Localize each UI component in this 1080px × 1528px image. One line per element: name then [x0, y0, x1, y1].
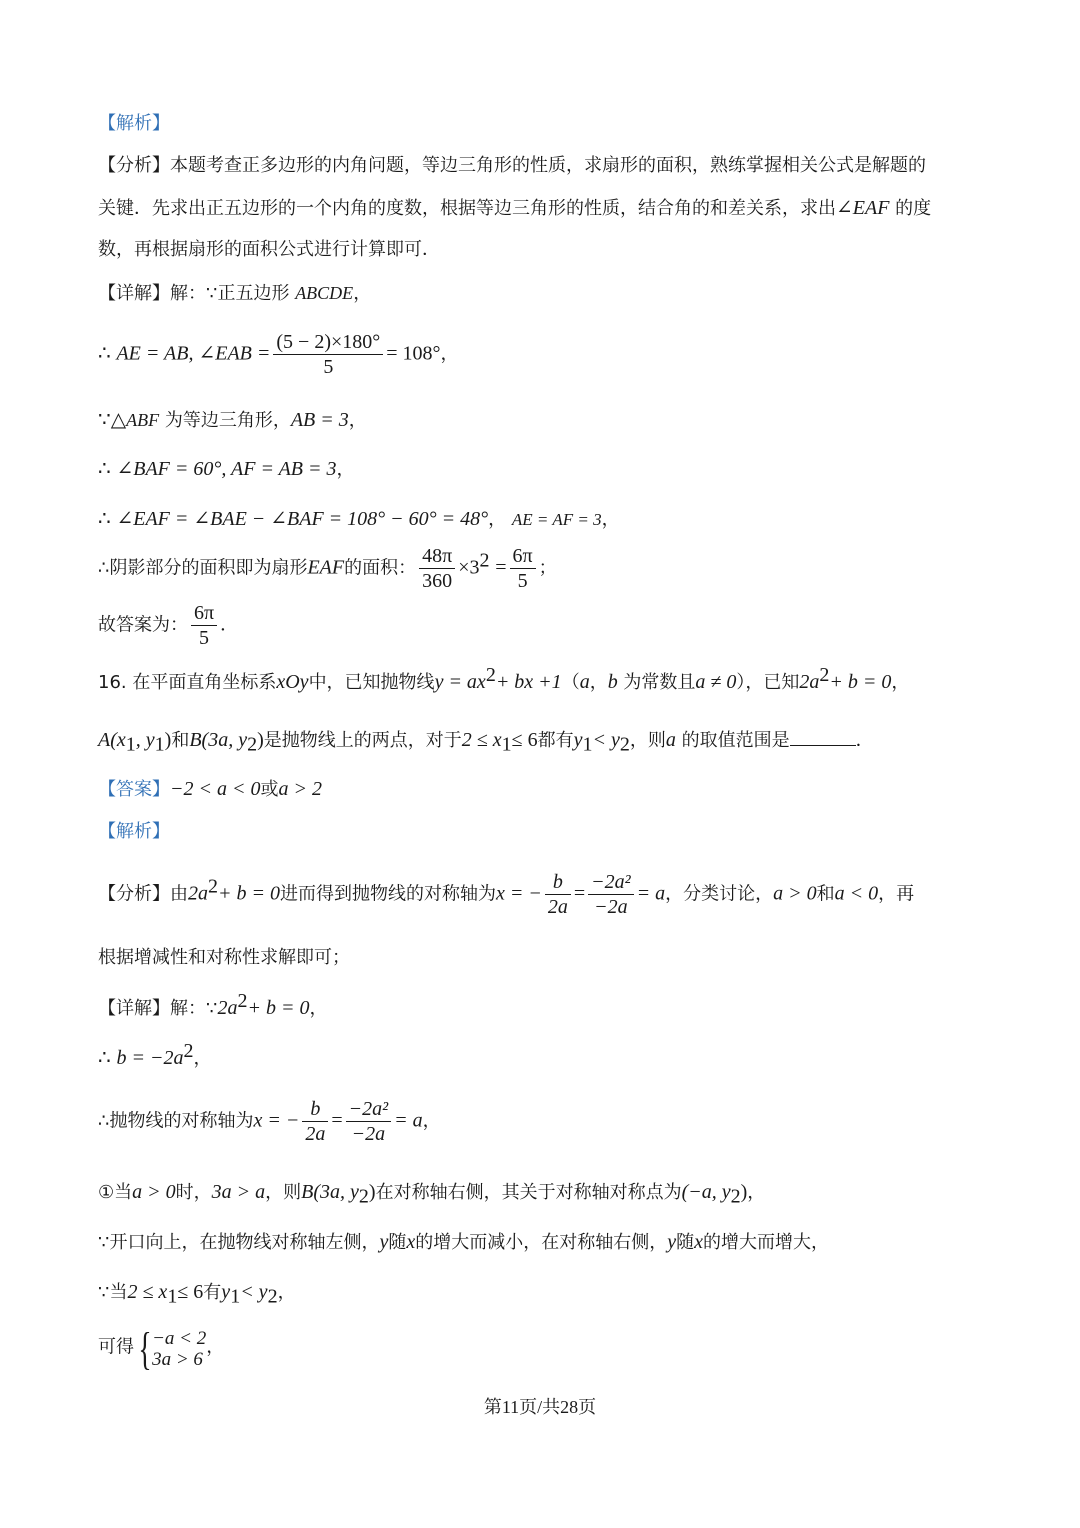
- detail-16-line-1: [98, 990, 328, 1021]
- math: 3a > a: [211, 1181, 266, 1203]
- math: B(3a, y: [301, 1181, 359, 1203]
- math: =: [573, 882, 586, 905]
- analysis-text: 本题考查正多边形的内角问题，等边三角形的性质，求扇形的面积，熟练掌握相关公式是解题的: [170, 155, 926, 176]
- text: 16. 在平面直角坐标系: [98, 672, 277, 693]
- numerator: 48π: [419, 544, 455, 569]
- subscript: 1: [154, 733, 165, 756]
- therefore: ∴: [98, 1047, 111, 1069]
- subscript: 1: [501, 733, 512, 756]
- system-row-1: −a < 2: [152, 1327, 207, 1349]
- subscript: 2: [730, 1185, 741, 1208]
- subscript: 1: [167, 1285, 178, 1308]
- math: x = −: [253, 1109, 300, 1132]
- analysis-tag: 【分析】: [98, 155, 170, 176]
- math: AE = AF = 3: [511, 510, 602, 529]
- numerator: b: [302, 1097, 328, 1122]
- text: 的增大而减小，在对称轴右侧，: [415, 1232, 668, 1253]
- denominator: 5: [323, 356, 334, 378]
- text: ），已知: [736, 672, 800, 693]
- answer-line-16: [98, 777, 322, 802]
- therefore: ∴: [98, 458, 111, 480]
- math: x = −: [496, 882, 542, 905]
- math: ≤ 6: [511, 729, 538, 751]
- denominator: 2a: [305, 1123, 326, 1145]
- text: ，: [589, 672, 608, 693]
- numerator: 6π: [191, 601, 217, 626]
- subscript: 1: [230, 1285, 241, 1308]
- question-16-line-2: [98, 727, 874, 756]
- fraction: [545, 870, 571, 919]
- math: = a: [394, 1109, 423, 1132]
- text: 中，已知抛物线: [308, 672, 435, 693]
- fraction: [273, 330, 383, 379]
- text: 时，: [175, 1182, 212, 1203]
- math: ): [257, 729, 264, 751]
- text: ，: [336, 459, 355, 480]
- equation-system: [134, 1322, 207, 1374]
- text: 是抛物线上的两点，对于: [263, 730, 462, 751]
- detail-16-line-5: [98, 1230, 829, 1255]
- text: ，: [891, 672, 910, 693]
- math: A(x: [98, 729, 126, 751]
- math: 2a: [188, 882, 208, 905]
- math: AB = 3: [290, 409, 349, 431]
- math: B(3a, y: [189, 729, 248, 751]
- text: 为等边三角形，: [164, 410, 291, 431]
- text: ，: [353, 283, 372, 304]
- math: + b = 0: [218, 882, 280, 905]
- text: 解：∵正五边形: [170, 283, 290, 304]
- math: x: [406, 1231, 416, 1253]
- text: ，: [277, 1282, 296, 1303]
- text: ，则: [629, 730, 666, 751]
- text: （: [561, 672, 580, 693]
- math: (−a, y: [681, 1181, 731, 1203]
- math: < y: [592, 729, 620, 751]
- math: a: [665, 729, 676, 751]
- math: a < 0: [834, 882, 879, 905]
- text: ∵当: [98, 1282, 128, 1303]
- analysis-16-line-1: [98, 870, 914, 919]
- denominator: 5: [199, 627, 210, 649]
- math: ): [740, 1181, 748, 1203]
- page-footer: 第11页/共28页: [483, 1397, 597, 1417]
- detail-16-line-2: [98, 1040, 212, 1071]
- system-rows: [152, 1328, 206, 1370]
- exponent: 2: [485, 664, 496, 686]
- math: x: [694, 1231, 704, 1253]
- text: 和: [816, 883, 835, 905]
- text: ，: [440, 343, 459, 365]
- text: ，则: [265, 1182, 302, 1203]
- analysis-line-1: [98, 154, 926, 178]
- math: a ≠ 0: [695, 671, 737, 693]
- math: a > 0: [773, 882, 817, 905]
- text: ∵开口向上，在抛物线对称轴左侧，: [98, 1232, 380, 1253]
- denominator: 5: [517, 570, 528, 592]
- subscript: 1: [582, 733, 593, 756]
- math: a > 0: [132, 1181, 176, 1203]
- fraction: [419, 544, 455, 593]
- detail-16-line-4: [98, 1180, 766, 1208]
- denominator: 2a: [547, 896, 568, 918]
- therefore: ∴: [98, 342, 111, 365]
- math: , y: [135, 729, 155, 751]
- numerator: −2a²: [588, 870, 634, 895]
- math: xOy: [276, 671, 309, 693]
- detail-tag: 【详解】: [98, 283, 170, 304]
- fraction: [191, 601, 217, 650]
- math: ×3: [458, 556, 480, 579]
- math: a: [579, 671, 590, 693]
- subscript: 2: [619, 733, 630, 756]
- fraction: [346, 1097, 392, 1146]
- analysis-line-2: [98, 196, 931, 221]
- text: 可得: [98, 1336, 134, 1358]
- text: 的取值范围是: [681, 730, 790, 751]
- math: = 108°: [386, 342, 441, 365]
- text: 随: [676, 1232, 695, 1253]
- denominator: 360: [422, 570, 453, 592]
- text: 由: [170, 883, 188, 905]
- text: ，再: [878, 883, 915, 905]
- math: + b = 0: [247, 997, 310, 1019]
- text: 或: [260, 779, 279, 800]
- math: ∠BAF = 60°, AF = AB = 3: [116, 458, 337, 480]
- math: ): [368, 1181, 376, 1203]
- math: + bx +1: [495, 671, 562, 693]
- answer-blank: [790, 727, 856, 746]
- detail-line-6: [98, 544, 557, 593]
- fraction: [588, 870, 634, 919]
- subscript: 1: [125, 733, 136, 756]
- text: 都有: [537, 730, 574, 751]
- text: 的增大而增大，: [703, 1232, 830, 1253]
- text: 的面积：: [344, 557, 417, 579]
- math: ): [164, 729, 172, 751]
- math: 2 ≤ x: [127, 1281, 168, 1303]
- fraction: [510, 544, 536, 593]
- detail-line-5: [98, 507, 620, 532]
- answer-line-15: [98, 601, 238, 650]
- math: =: [495, 556, 507, 579]
- analysis-text: 的度: [895, 198, 932, 219]
- exponent: 2: [183, 1040, 194, 1062]
- jiexi-heading-16: 【解析】: [98, 821, 170, 842]
- math: ABCDE: [295, 283, 354, 303]
- exponent: 2: [208, 875, 218, 898]
- question-16-line-1: [98, 664, 910, 695]
- answer-tag: 【答案】: [98, 779, 170, 800]
- math: ∠EAF = ∠BAE − ∠BAF = 108° − 60° = 48°: [116, 508, 489, 530]
- text: ∴阴影部分的面积即为扇形: [98, 557, 308, 579]
- text: 故答案为：: [98, 614, 188, 636]
- math: b = −2a: [116, 1047, 184, 1069]
- therefore: ∴: [98, 508, 111, 530]
- math: AE = AB, ∠EAB =: [116, 342, 271, 365]
- numerator: −2a²: [346, 1097, 392, 1122]
- denominator: −2a: [351, 1123, 386, 1145]
- text: 和: [171, 730, 190, 751]
- text: ；: [538, 557, 557, 579]
- analysis-16-line-2: 根据增减性和对称性求解即可；: [98, 947, 350, 968]
- math: 2a: [799, 671, 820, 693]
- left-brace: {: [138, 1322, 152, 1374]
- math: < y: [240, 1281, 268, 1303]
- denominator: −2a: [594, 896, 628, 918]
- exponent: 2: [819, 664, 830, 686]
- analysis-line-3: 数，再根据扇形的面积公式进行计算即可．: [98, 239, 440, 260]
- text: 进而得到抛物线的对称轴为: [280, 883, 496, 905]
- text: ①当: [98, 1182, 133, 1203]
- text: ，: [747, 1182, 766, 1203]
- text: 随: [388, 1232, 407, 1253]
- text: 解：∵: [170, 998, 218, 1019]
- math: + b = 0: [829, 671, 892, 693]
- text: ，: [206, 1336, 225, 1358]
- text: ，: [422, 1110, 441, 1132]
- math: ∠EAF: [836, 197, 890, 219]
- analysis-tag: 【分析】: [98, 883, 170, 905]
- system-row-2: 3a > 6: [152, 1348, 203, 1370]
- detail-16-line-7: [98, 1322, 225, 1374]
- detail-line-1: [98, 281, 371, 306]
- text: ，: [193, 1048, 212, 1069]
- text: ．: [855, 730, 874, 751]
- math: EAF: [307, 556, 345, 579]
- subscript: 2: [358, 1185, 369, 1208]
- subscript: 2: [267, 1285, 278, 1308]
- math: −2 < a < 0: [170, 778, 261, 800]
- math: =: [331, 1109, 343, 1132]
- math: y: [667, 1231, 677, 1253]
- text: ，: [348, 410, 367, 431]
- math: ABF: [126, 410, 160, 430]
- math: b: [607, 671, 618, 693]
- detail-line-4: [98, 457, 355, 482]
- text: ．: [220, 614, 239, 636]
- math: y: [379, 1231, 389, 1253]
- subscript: 2: [247, 733, 258, 756]
- math: ≤ 6: [177, 1281, 204, 1303]
- math: 2a: [217, 997, 238, 1019]
- detail-16-line-6: [98, 1280, 296, 1308]
- numerator: 6π: [510, 544, 536, 569]
- math: y: [221, 1281, 231, 1303]
- text: ，分类讨论，: [665, 883, 774, 905]
- text: 为常数且: [623, 672, 696, 693]
- analysis-text: 关键．先求出正五边形的一个内角的度数，根据等边三角形的性质，结合角的和差关系，求出: [98, 198, 836, 219]
- math: 2 ≤ x: [461, 729, 502, 751]
- text: 有: [203, 1282, 222, 1303]
- detail-16-line-3: [98, 1097, 441, 1146]
- text: ∴抛物线的对称轴为: [98, 1110, 254, 1132]
- because: ∵△: [98, 409, 127, 431]
- numerator: b: [545, 870, 571, 895]
- detail-line-3: [98, 408, 367, 433]
- detail-line-2: [98, 330, 459, 379]
- text: 在对称轴右侧，其关于对称轴对称点为: [375, 1182, 682, 1203]
- exponent: 2: [237, 990, 248, 1012]
- math: y = ax: [434, 671, 486, 693]
- detail-tag: 【详解】: [98, 998, 170, 1019]
- fraction: [302, 1097, 328, 1146]
- jiexi-heading: 【解析】: [98, 113, 170, 134]
- math: y: [573, 729, 583, 751]
- exponent: 2: [479, 549, 490, 572]
- math: = a: [636, 882, 666, 905]
- math: a > 2: [278, 778, 322, 800]
- text: ，: [488, 509, 507, 530]
- text: ，: [309, 998, 328, 1019]
- numerator: (5 − 2)×180°: [273, 330, 383, 355]
- text: ，: [601, 509, 620, 530]
